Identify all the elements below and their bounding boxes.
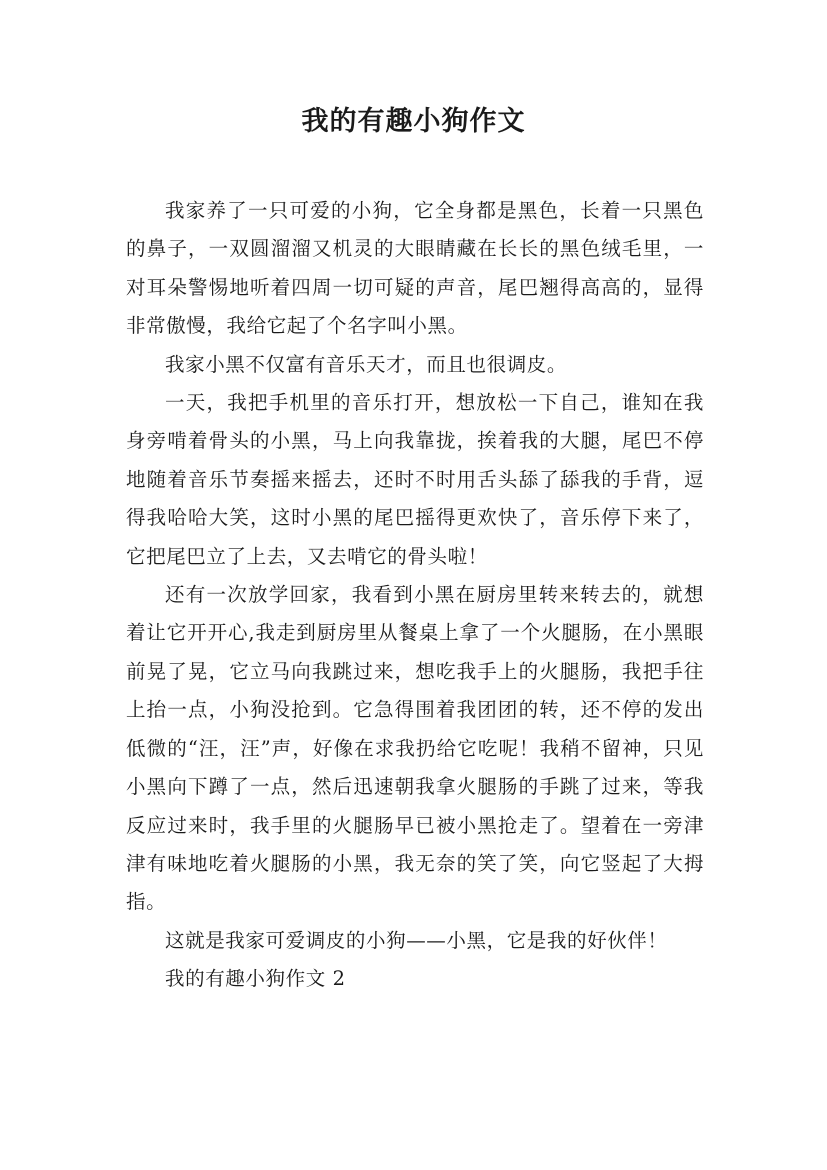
paragraph-description: 我家养了一只可爱的小狗，它全身都是黑色，长着一只黑色的鼻子，一双圆溜溜又机灵的大眼睛藏在长长的黑色绒毛里，一对耳朵警惕地听着四周一切可疑的声音，尾巴翘得高高的，显得非常傲慢，我给它起了个名字叫小黑。 [126,199,704,338]
document-title: 我的有趣小狗作文 [301,106,526,137]
paragraph-conclusion: 这就是我家可爱调皮的小狗——小黑，它是我的好伙伴！ [165,928,668,952]
document-body [126,192,704,999]
next-essay-heading: 我的有趣小狗作文 2 [165,967,346,991]
paragraph-music-story: 一天，我把手机里的音乐打开，想放松一下自己，谁知在我身旁啃着骨头的小黑，马上向我靠拢，挨着我的大腿，尾巴不停地随着音乐节奏摇来摇去，还时不时用舌头舔了舔我的手背，逗得我哈哈大笑，这时小黑的尾巴摇得更欢快了，音乐停下来了，它把尾巴立了上去，又去啃它的骨头啦！ [126,391,704,568]
paragraph-intro: 我家小黑不仅富有音乐天才，而且也很调皮。 [165,352,568,376]
paragraph-sausage-story: 还有一次放学回家，我看到小黑在厨房里转来转去的，就想着让它开开心,我走到厨房里从餐桌上拿了一个火腿肠，在小黑眼前晃了晃，它立马向我跳过来，想吃我手上的火腿肠，我把手往上抬一点，小狗没抢到。它急得围着我团团的转，还不停的发出低微的“汪，汪”声，好像在求我扔给它吃呢！我稍不留神，只见小黑向下蹲了一点，然后迅速朝我拿火腿肠的手跳了过来，等我反应过来时，我手里的火腿肠早已被小黑抢走了。望着在一旁津津有味地吃着火腿肠的小黑，我无奈的笑了笑，向它竖起了大拇指。 [126,583,704,914]
